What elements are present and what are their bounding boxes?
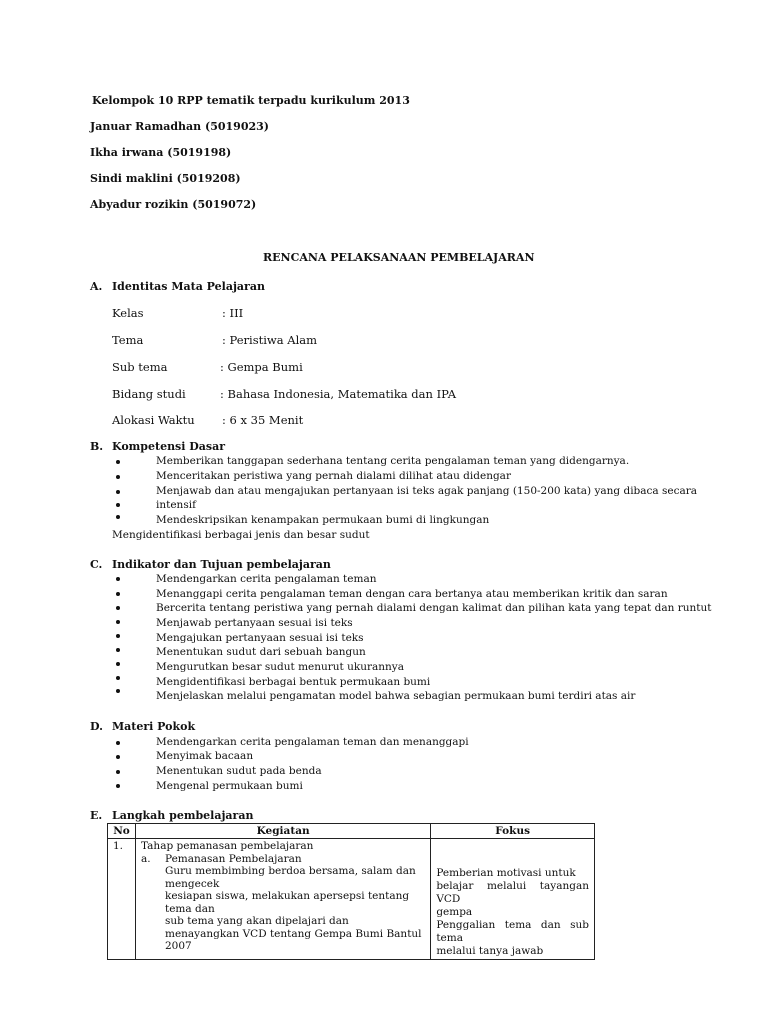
bullet-icon bbox=[116, 770, 120, 774]
bullet-icon bbox=[116, 503, 120, 507]
section-d-heading: Materi Pokok bbox=[112, 720, 196, 733]
section-d-letter: D. bbox=[90, 720, 103, 733]
member-name: Ikha irwana (5019198) bbox=[90, 146, 232, 159]
section-a-heading: Identitas Mata Pelajaran bbox=[112, 280, 265, 293]
identity-value-tema: : Peristiwa Alam bbox=[222, 333, 318, 347]
member-name: Abyadur rozikin (5019072) bbox=[90, 198, 257, 211]
fokus-cell bbox=[431, 839, 595, 960]
bullet-icon bbox=[116, 490, 120, 494]
section-e-letter: E. bbox=[90, 809, 103, 822]
sub-line: Guru membimbing berdoa bersama, salam dan mengecek bbox=[164, 865, 416, 890]
bullet-icon bbox=[116, 662, 120, 666]
bullet-icon bbox=[116, 648, 120, 652]
indikator-item: Mengurutkan besar sudut menurut ukurannya bbox=[156, 661, 404, 673]
sub-letter: a. bbox=[140, 852, 151, 865]
materi-item: Menentukan sudut pada benda bbox=[156, 765, 322, 777]
sub-line: sub tema yang akan dipelajari dan bbox=[164, 915, 349, 927]
column-header-fokus: Fokus bbox=[431, 824, 595, 839]
indikator-item: Mendengarkan cerita pengalaman teman bbox=[156, 573, 377, 585]
sub-title: Pemanasan Pembelajaran bbox=[164, 852, 302, 865]
section-e-heading: Langkah pembelajaran bbox=[112, 809, 254, 822]
sub-content bbox=[165, 853, 425, 953]
bullet-icon bbox=[116, 689, 120, 693]
bullet-icon bbox=[116, 606, 120, 610]
kompetensi-trailing: Mengidentifikasi berbagai jenis dan besar sudut bbox=[112, 529, 370, 541]
column-header-no: No bbox=[108, 824, 136, 839]
bullet-icon bbox=[116, 620, 120, 624]
bullet-icon bbox=[116, 592, 120, 596]
identity-value-bidang: : Bahasa Indonesia, Matematika dan IPA bbox=[220, 387, 457, 401]
section-a-letter: A. bbox=[90, 280, 103, 293]
materi-item: Mendengarkan cerita pengalaman teman dan menanggapi bbox=[156, 736, 469, 748]
fokus-line: Penggalian tema dan sub tema bbox=[436, 919, 589, 944]
bullet-icon bbox=[116, 755, 120, 759]
bullet-icon bbox=[116, 577, 120, 581]
indikator-item: Menanggapi cerita pengalaman teman dengan cara bertanya atau memberikan kritik dan saran bbox=[156, 588, 668, 600]
kompetensi-item: Menceritakan peristiwa yang pernah dialami dilihat atau didengar bbox=[156, 470, 511, 482]
identity-value-alokasi: : 6 x 35 Menit bbox=[222, 413, 304, 427]
fokus-line: belajar melalui tayangan VCD bbox=[436, 880, 589, 905]
indikator-item: Menjelaskan melalui pengamatan model bahwa sebagian permukaan bumi terdiri atas air bbox=[156, 690, 636, 702]
identity-label-tema: Tema bbox=[112, 333, 144, 347]
sub-line: menayangkan VCD tentang Gempa Bumi Bantul 2007 bbox=[164, 927, 422, 952]
identity-label-subtema: Sub tema bbox=[112, 360, 168, 374]
kompetensi-item: intensif bbox=[156, 499, 196, 511]
table-row bbox=[108, 839, 595, 960]
group-title: Kelompok 10 RPP tematik terpadu kurikulum 2013 bbox=[92, 94, 410, 107]
bullet-icon bbox=[116, 475, 120, 479]
sub-line: kesiapan siswa, melakukan apersepsi tentang tema dan bbox=[164, 890, 410, 915]
identity-label-kelas: Kelas bbox=[112, 306, 144, 320]
section-b-letter: B. bbox=[90, 440, 104, 453]
bullet-icon bbox=[116, 741, 120, 745]
fokus-line: Pemberian motivasi untuk bbox=[436, 867, 576, 879]
section-b-heading: Kompetensi Dasar bbox=[112, 440, 226, 453]
section-c-heading: Indikator dan Tujuan pembelajaran bbox=[112, 558, 331, 571]
bullet-icon bbox=[116, 515, 120, 519]
bullet-icon bbox=[116, 676, 120, 680]
section-c-letter: C. bbox=[90, 558, 103, 571]
table-header-row bbox=[108, 824, 595, 839]
materi-item: Menyimak bacaan bbox=[156, 750, 254, 762]
member-name: Januar Ramadhan (5019023) bbox=[90, 120, 269, 133]
identity-label-bidang: Bidang studi bbox=[112, 387, 186, 401]
fokus-line: melalui tanya jawab bbox=[436, 945, 544, 957]
indikator-item: Menjawab pertanyaan sesuai isi teks bbox=[156, 617, 353, 629]
identity-value-kelas: : III bbox=[222, 306, 244, 320]
identity-value-subtema: : Gempa Bumi bbox=[220, 360, 303, 374]
indikator-item: Mengidentifikasi berbagai bentuk permukaan bumi bbox=[156, 676, 431, 688]
kegiatan-subitem bbox=[141, 853, 425, 953]
identity-label-alokasi: Alokasi Waktu bbox=[112, 413, 195, 427]
bullet-icon bbox=[116, 460, 120, 464]
kompetensi-item: Mendeskripsikan kenampakan permukaan bumi di lingkungan bbox=[156, 514, 490, 526]
bullet-icon bbox=[116, 784, 120, 788]
member-name: Sindi maklini (5019208) bbox=[90, 172, 241, 185]
kegiatan-cell bbox=[135, 839, 430, 960]
fokus-line: gempa bbox=[436, 906, 473, 918]
indikator-item: Mengajukan pertanyaan sesuai isi teks bbox=[156, 632, 364, 644]
materi-item: Mengenal permukaan bumi bbox=[156, 780, 303, 792]
column-header-kegiatan: Kegiatan bbox=[135, 824, 430, 839]
kompetensi-item: Menjawab dan atau mengajukan pertanyaan isi teks agak panjang (150-200 kata) yang dibaca secara bbox=[156, 485, 698, 497]
indikator-item: Menentukan sudut dari sebuah bangun bbox=[156, 646, 366, 658]
indikator-item: Bercerita tentang peristiwa yang pernah dialami dengan kalimat dan pilihan kata yang tepat dan runtut bbox=[156, 602, 712, 614]
kompetensi-item: Memberikan tanggapan sederhana tentang cerita pengalaman teman yang didengarnya. bbox=[156, 455, 630, 467]
bullet-icon bbox=[116, 634, 120, 638]
row-number: 1. bbox=[108, 839, 136, 960]
kegiatan-title: Tahap pemanasan pembelajaran bbox=[140, 840, 314, 852]
langkah-table bbox=[107, 823, 595, 960]
document-title: RENCANA PELAKSANAAN PEMBELAJARAN bbox=[263, 251, 535, 264]
